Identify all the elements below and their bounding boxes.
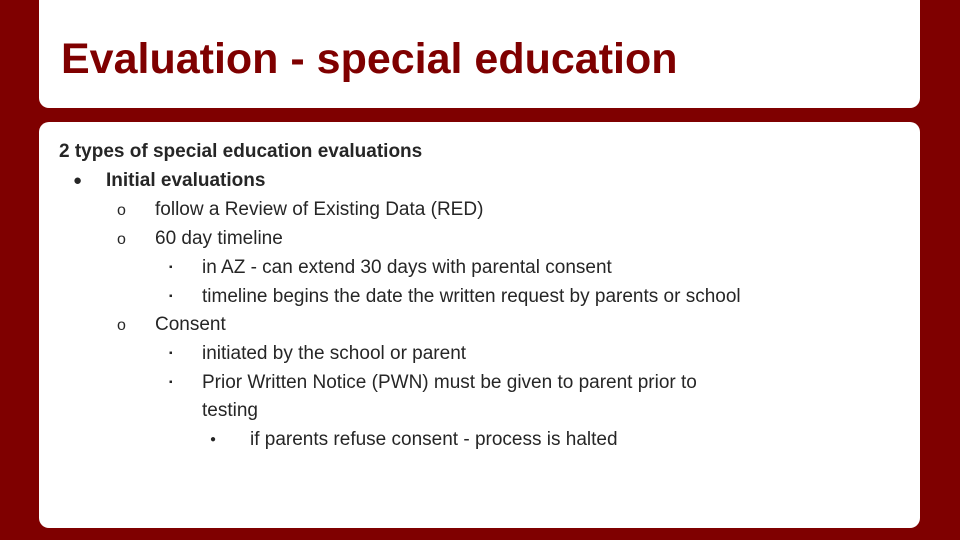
bullet-square-icon: ▪ <box>169 377 173 388</box>
list-item-refuse: if parents refuse consent - process is halted <box>250 429 618 450</box>
slide-title: Evaluation - special education <box>61 35 678 83</box>
bullet-square-icon: ▪ <box>169 291 173 302</box>
bullet-circle-icon: o <box>117 317 126 334</box>
list-item-initial-evaluations: Initial evaluations <box>106 170 266 191</box>
list-item-az-extension: in AZ - can extend 30 days with parental consent <box>202 257 612 278</box>
bullet-dot-icon: ● <box>73 172 83 189</box>
bullet-circle-icon: o <box>117 202 126 219</box>
list-item-pwn-line2: testing <box>202 400 258 421</box>
bullet-small-dot-icon: ● <box>210 434 217 445</box>
title-card <box>39 0 920 108</box>
bullet-square-icon: ▪ <box>169 262 173 273</box>
bullet-square-icon: ▪ <box>169 348 173 359</box>
section-heading: 2 types of special education evaluations <box>59 141 423 162</box>
list-item-pwn-line1: Prior Written Notice (PWN) must be given to parent prior to <box>202 372 697 393</box>
list-item-timeline: 60 day timeline <box>155 228 283 249</box>
bullet-circle-icon: o <box>117 231 126 248</box>
list-item-timeline-begins: timeline begins the date the written request by parents or school <box>202 286 741 307</box>
list-item-red: follow a Review of Existing Data (RED) <box>155 199 484 220</box>
list-item-initiated: initiated by the school or parent <box>202 343 467 364</box>
content-card <box>39 122 920 528</box>
list-item-consent: Consent <box>155 314 226 335</box>
